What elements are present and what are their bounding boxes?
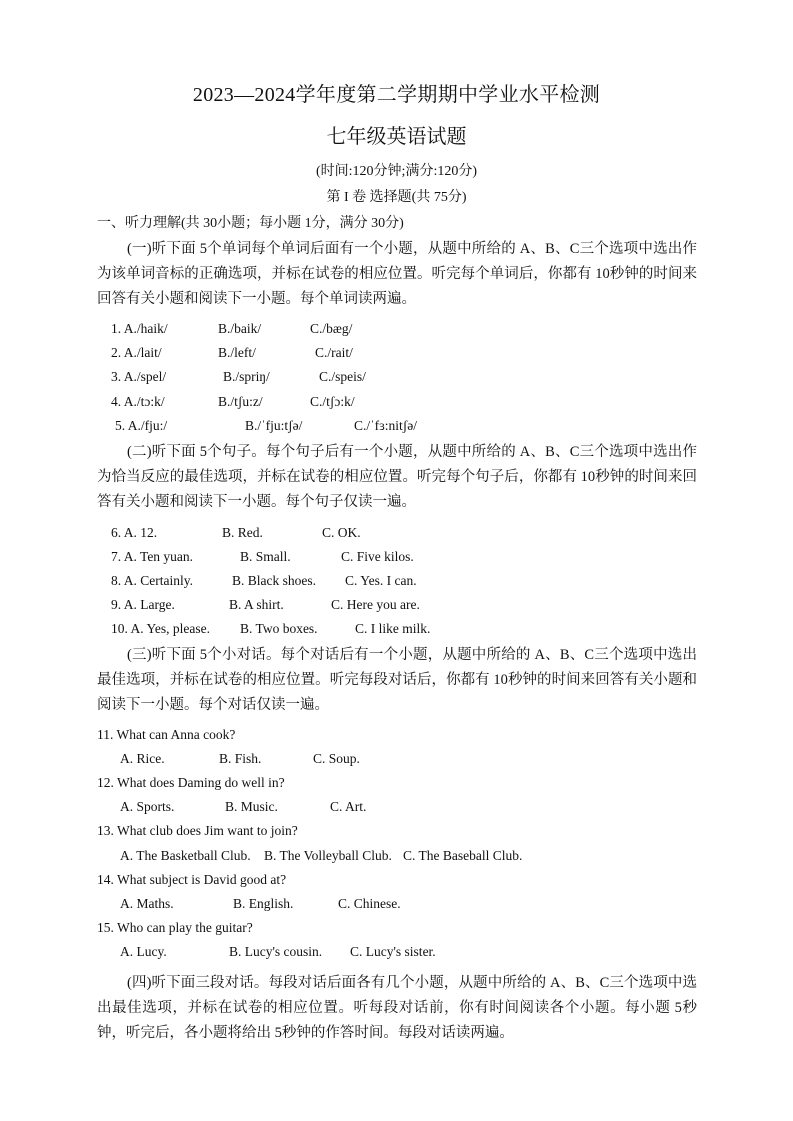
exam-subtitle: 七年级英语试题 <box>326 126 467 148</box>
question-text: 14. What subject is David good at? <box>97 872 287 887</box>
option-c: C./ˈfɜ:nitʃə/ <box>354 418 418 433</box>
question-text: 12. What does Daming do well in? <box>97 775 285 790</box>
option-a: A. Sports. <box>120 799 175 814</box>
part1-instructions: (一)听下面 5个单词每个单词后面有一个小题，从题中所给的 A、B、C三个选项中选出作为该单词音标的正确选项，并标在试卷的相应位置。听完每个单词后，你都有 10秒钟的时间来回答有关小题和阅读下一小题。每个单词读两遍。 <box>97 241 697 307</box>
option-b: B. A shirt. <box>229 597 284 612</box>
exam-title: 2023—2024学年度第二学期期中学业水平检测 <box>192 84 601 106</box>
option-b: B. English. <box>233 896 294 911</box>
option-b: B. The Volleyball Club. <box>264 848 392 863</box>
option-c: C. The Baseball Club. <box>403 848 523 863</box>
option-b: B./baik/ <box>218 321 262 336</box>
part3-instructions: (三)听下面 5个小对话。每个对话后有一个小题，从题中所给的 A、B、C三个选项中选出最佳选项，并标在试卷的相应位置。听完每段对话后，你都有 10秒钟的时间来回答有关小题和阅读下一小题。每个对话仅读一遍。 <box>97 647 697 713</box>
option-b: B./ˈfju:tʃə/ <box>245 418 303 433</box>
question-text: 13. What club does Jim want to join? <box>97 823 298 838</box>
option-b: B. Red. <box>222 525 263 540</box>
option-c: C./rait/ <box>315 345 353 360</box>
option-c: C. Here you are. <box>331 597 420 612</box>
option-c: C./speis/ <box>319 369 366 384</box>
option-c: C. Yes. I can. <box>345 573 417 588</box>
option-a: 6. A. 12. <box>111 525 158 540</box>
option-a: 8. A. Certainly. <box>111 573 193 588</box>
option-b: B. Fish. <box>219 751 262 766</box>
option-a: 3. A./spel/ <box>111 369 167 384</box>
option-a: A. Rice. <box>120 751 165 766</box>
option-c: C. Art. <box>330 799 367 814</box>
question-text: 15. Who can play the guitar? <box>97 920 253 935</box>
option-a: A. Maths. <box>120 896 174 911</box>
option-a: 5. A./fju:/ <box>115 418 168 433</box>
option-a: 7. A. Ten yuan. <box>111 549 194 564</box>
option-c: C./bæg/ <box>310 321 353 336</box>
option-b: B./spriŋ/ <box>223 369 270 384</box>
option-b: B. Black shoes. <box>232 573 316 588</box>
option-c: C. Five kilos. <box>341 549 414 564</box>
option-a: 4. A./tɔ:k/ <box>111 394 165 409</box>
option-c: C. Soup. <box>313 751 360 766</box>
option-c: C./tʃɔ:k/ <box>310 394 355 409</box>
section-heading: 一、听力理解(共 30小题；每小题 1分，满分 30分) <box>97 216 404 231</box>
option-a: A. The Basketball Club. <box>120 848 251 863</box>
option-b: B. Two boxes. <box>240 621 318 636</box>
question-text: 11. What can Anna cook? <box>97 727 236 742</box>
part2-instructions: (二)听下面 5个句子。每个句子后有一个小题，从题中所给的 A、B、C三个选项中选出作为恰当反应的最佳选项，并标在试卷的相应位置。听完每个句子后，你都有 10秒钟的时间来回答有关小题和阅读下一小题。每个句子仅读一遍。 <box>97 444 697 510</box>
option-b: B./tʃu:z/ <box>218 394 263 409</box>
option-b: B. Music. <box>225 799 278 814</box>
option-b: B./left/ <box>218 345 256 360</box>
option-b: B. Small. <box>240 549 291 564</box>
volume-heading: 第 I 卷 选择题(共 75分) <box>326 190 467 205</box>
option-a: 1. A./haik/ <box>111 321 168 336</box>
option-c: C. Chinese. <box>338 896 401 911</box>
option-a: 10. A. Yes, please. <box>111 621 211 636</box>
option-a: 9. A. Large. <box>111 597 175 612</box>
time-info: (时间:120分钟;满分:120分) <box>316 164 477 179</box>
option-c: C. OK. <box>322 525 361 540</box>
option-c: C. I like milk. <box>355 621 431 636</box>
option-b: B. Lucy's cousin. <box>229 944 323 959</box>
option-c: C. Lucy's sister. <box>350 944 436 959</box>
option-a: 2. A./lait/ <box>111 345 162 360</box>
option-a: A. Lucy. <box>120 944 167 959</box>
part4-instructions: (四)听下面三段对话。每段对话后面各有几个小题，从题中所给的 A、B、C三个选项中选出最佳选项，并标在试卷的相应位置。听每段对话前，你有时间阅读各个小题。每小题 5秒钟，听完后，各小题将给出 5秒钟的作答时间。每段对话读两遍。 <box>97 975 697 1041</box>
